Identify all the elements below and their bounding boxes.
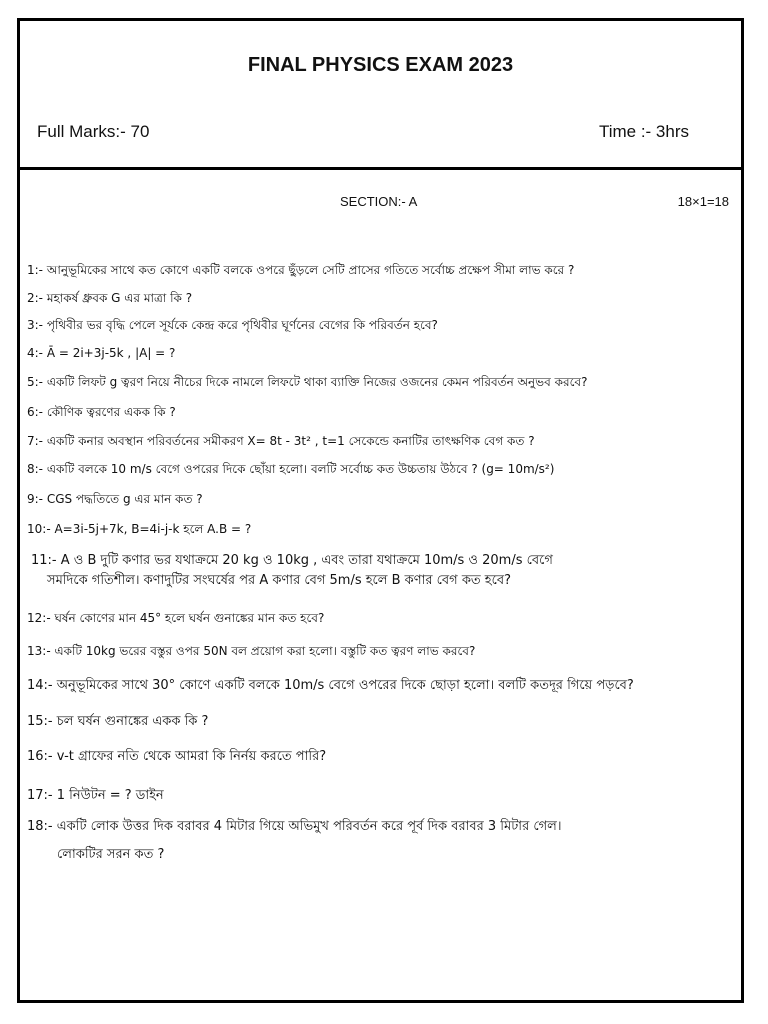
section-label: SECTION:- A: [340, 194, 418, 209]
exam-time: Time :- 3hrs: [598, 122, 689, 141]
section-marks: 18×1=18: [677, 194, 729, 209]
question-11-line-1: 11:- A ও B দুটি কণার ভর যথাক্রমে 20 kg ও 10kg , এবং তারা যথাক্রমে 10m/s ও 20m/s বেগে: [31, 553, 553, 568]
question-18: [27, 817, 735, 865]
question-12: 12:- ঘর্ষন কোণের মান 45° হলে ঘর্ষন গুনাঙ্কের মান কত হবে?: [27, 611, 325, 625]
question-14: 14:- অনুভূমিকের সাথে 30° কোণে একটি বলকে 10m/s বেগে ওপরের দিকে ছোড়া হলো। বলটি কতদূর গিয়ে পড়বে?: [27, 678, 634, 693]
exam-title: FINAL PHYSICS EXAM 2023: [247, 54, 514, 76]
question-11-line-2: সমদিকে গতিশীল। কণাদুটির সংঘর্ষের পর A কণার বেগ 5m/s হলে B কণার বেগ কত হবে?: [47, 573, 511, 588]
question-1: 1:- আনুভূমিকের সাথে কত কোণে একটি বলকে ওপরে ছুঁড়লে সেটি প্রাসের গতিতে সর্বোচ্চ প্রক্ষেপ সীমা লাভ করে ?: [27, 263, 575, 277]
question-18-line-2: লোকটির সরন কত ?: [57, 847, 165, 862]
exam-header: [20, 21, 741, 170]
full-marks: Full Marks:- 70: [37, 122, 150, 141]
question-15: 15:- চল ঘর্ষন গুনাঙ্কের একক কি ?: [27, 714, 209, 729]
question-3: 3:- পৃথিবীর ভর বৃদ্ধি পেলে সূর্যকে কেন্দ্র করে পৃথিবীর ঘূর্ণনের বেগের কি পরিবর্তন হবে?: [27, 318, 438, 332]
question-8: 8:- একটি বলকে 10 m/s বেগে ওপরের দিকে ছোঁয়া হলো। বলটি সর্বোচ্চ কত উচ্চতায় উঠবে ? (g= 10m/s²): [27, 462, 555, 476]
question-4: 4:- Ā = 2i+3j-5k , |A| = ?: [27, 346, 176, 360]
question-5: 5:- একটি লিফট g ত্বরণ নিয়ে নীচের দিকে নামলে লিফটে থাকা ব্যাক্তি নিজের ওজনের কেমন পরিবর্তন অনুভব করবে?: [27, 375, 588, 389]
exam-paper-frame: [17, 18, 744, 1003]
question-17: 17:- 1 নিউটন = ? ডাইন: [27, 788, 164, 803]
question-2: 2:- মহাকর্ষ ধ্রুবক G এর মাত্রা কি ?: [27, 291, 193, 305]
question-7: 7:- একটি কনার অবস্থান পরিবর্তনের সমীকরণ X= 8t - 3t² , t=1 সেকেন্ডে কনাটির তাৎক্ষণিক বেগ কত ?: [27, 434, 535, 448]
question-6: 6:- কৌণিক ত্বরণের একক কি ?: [27, 405, 176, 419]
question-10: 10:- A=3i-5j+7k, B=4i-j-k হলে A.B = ?: [27, 522, 252, 536]
question-11: [31, 551, 735, 591]
question-18-line-1: 18:- একটি লোক উত্তর দিক বরাবর 4 মিটার গিয়ে অভিমুখ পরিবর্তন করে পূর্ব দিক বরাবর 3 মিটার গেল।: [27, 819, 562, 834]
question-16: 16:- v-t গ্রাফের নতি থেকে আমরা কি নির্নয় করতে পারি?: [27, 749, 327, 764]
question-13: 13:- একটি 10kg ভরের বস্তুর ওপর 50N বল প্রয়োগ করা হলো। বস্তুটি কত ত্বরণ লাভ করবে?: [27, 644, 476, 658]
question-9: 9:- CGS পদ্ধতিতে g এর মান কত ?: [27, 492, 203, 506]
